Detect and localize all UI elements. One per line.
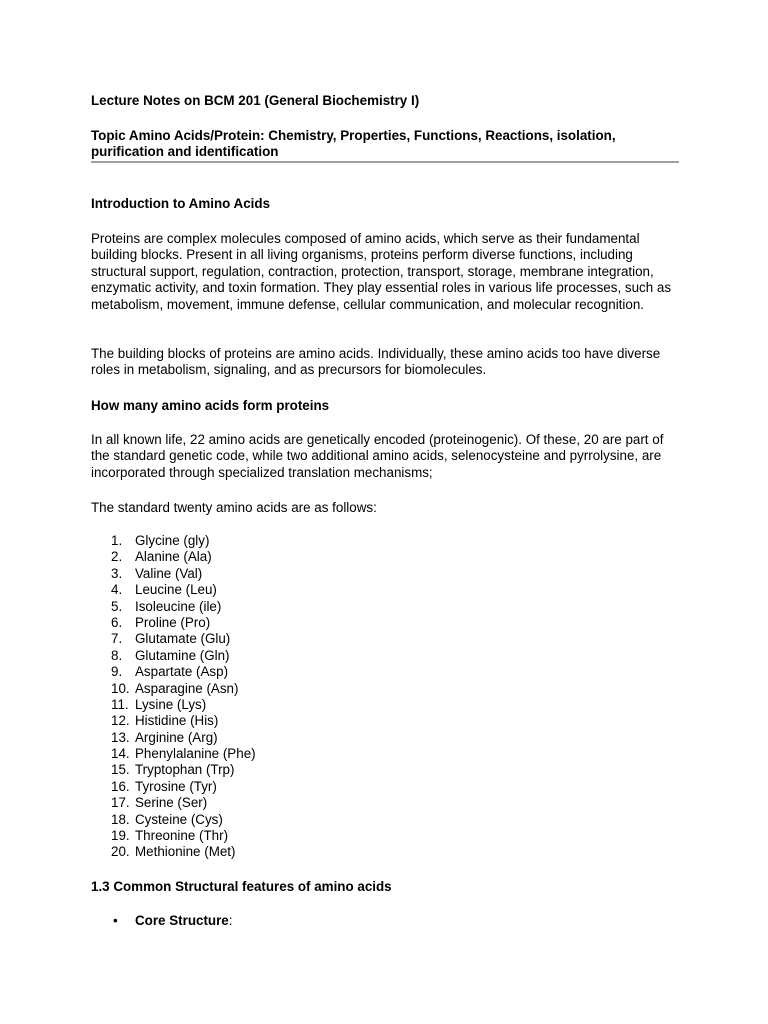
amino-acid-item [91,599,256,615]
list-number: 3. [111,565,123,581]
amino-acid-item [91,779,256,795]
amino-acid-name: Isoleucine (ile) [135,598,222,614]
amino-acid-name: Serine (Ser) [135,795,208,811]
amino-acid-item [91,746,256,762]
list-number: 6. [111,614,123,630]
amino-acid-item [91,795,256,811]
list-number: 13. [111,729,130,745]
amino-acid-name: Tyrosine (Tyr) [135,778,217,794]
intro-paragraph-2: The building blocks of proteins are amino acids. Individually, these amino acids too have diverse roles in metabolism, signaling, and as precursors for biomolecules. [91,346,661,378]
bullet-label: Core Structure [135,913,229,928]
amino-acid-item [91,812,256,828]
list-number: 20. [111,844,130,860]
amino-acid-item [91,664,256,680]
intro-heading: Introduction to Amino Acids [91,196,271,211]
amino-acid-name: Glutamate (Glu) [135,631,231,647]
topic-heading: Topic Amino Acids/Protein: Chemistry, Properties, Functions, Reactions, isolation, purification and identification [91,128,616,160]
amino-acid-item [91,648,256,664]
amino-acid-item [91,566,256,582]
list-number: 19. [111,828,130,844]
list-number: 18. [111,811,130,827]
list-number: 16. [111,778,130,794]
amino-acid-item [91,730,256,746]
list-number: 4. [111,582,123,598]
lecture-title: Lecture Notes on BCM 201 (General Biochemistry I) [91,93,420,108]
list-number: 7. [111,631,123,647]
list-number: 10. [111,680,130,696]
bullet-text [135,913,233,928]
amino-acid-name: Glycine (gly) [135,533,210,548]
list-number: 9. [111,664,123,680]
amino-acid-list [91,533,256,861]
list-number: 12. [111,713,130,729]
list-number: 14. [111,746,130,762]
amino-acid-item [91,615,256,631]
amino-acid-item [91,762,256,778]
amino-acid-name: Tryptophan (Trp) [135,762,235,778]
amino-acid-name: Asparagine (Asn) [135,680,239,696]
amino-acid-item [91,828,256,844]
amino-acid-name: Methionine (Met) [135,844,236,860]
list-number: 5. [111,598,123,614]
amino-acid-name: Alanine (Ala) [135,549,212,565]
amino-acid-name: Threonine (Thr) [135,828,229,844]
amino-acid-item [91,631,256,647]
bullet-suffix: : [228,913,233,928]
amino-acid-name: Arginine (Arg) [135,729,218,745]
list-number: 2. [111,549,123,565]
heading-rule [91,161,679,163]
amino-acid-name: Proline (Pro) [135,614,211,630]
section-heading: 1.3 Common Structural features of amino acids [91,879,392,894]
amino-acid-item [91,681,256,697]
amino-acid-name: Histidine (His) [135,713,219,729]
amino-acid-item [91,582,256,598]
list-number: 15. [111,762,130,778]
amino-acid-name: Valine (Val) [135,565,203,581]
amino-acid-name: Aspartate (Asp) [135,664,229,680]
intro-paragraph-1: Proteins are complex molecules composed of amino acids, which serve as their fundamental building blocks. Present in all living organisms, proteins perform diverse functions, including structural support, regulation, contraction, protection, transport, storage, membrane integration, enzymatic activity, and toxin formation. They play essential roles in various life processes, such as metabolism, movement, immune defense, cellular communication, and molecular recognition. [91,231,672,312]
amino-acid-name: Lysine (Lys) [135,696,207,712]
amino-acid-item [91,533,256,549]
list-number: 8. [111,647,123,663]
howmany-paragraph: In all known life, 22 amino acids are genetically encoded (proteinogenic). Of these, 20 are part of the standard genetic code, while two additional amino acids, selenocysteine and pyrrolysine, are incorporated through specialized translation mechanisms; [91,432,664,480]
howmany-heading: How many amino acids form proteins [91,398,330,413]
bullet-dot: • [113,913,118,928]
list-number: 17. [111,795,130,811]
list-intro: The standard twenty amino acids are as follows: [91,500,377,515]
amino-acid-name: Phenylalanine (Phe) [135,746,256,762]
list-number: 1. [111,533,123,548]
amino-acid-item [91,697,256,713]
amino-acid-item [91,549,256,565]
amino-acid-item [91,844,256,860]
list-number: 11. [111,696,129,712]
amino-acid-name: Leucine (Leu) [135,582,217,598]
amino-acid-name: Glutamine (Gln) [135,647,230,663]
amino-acid-item [91,713,256,729]
amino-acid-name: Cysteine (Cys) [135,811,223,827]
